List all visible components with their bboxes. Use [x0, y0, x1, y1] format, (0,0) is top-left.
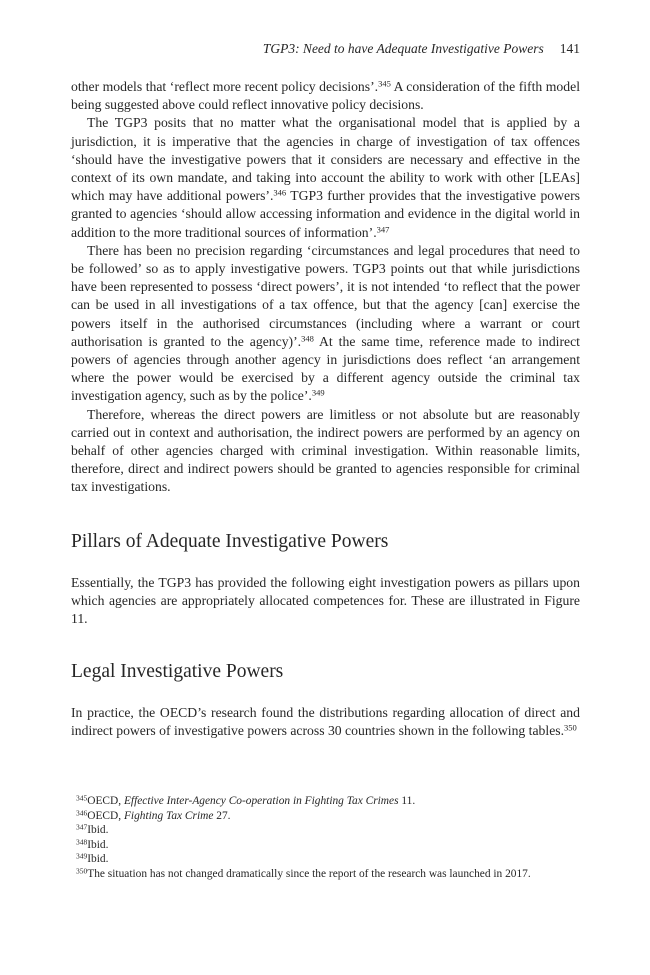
footnote-ref[interactable]: 348	[301, 333, 314, 344]
footnote-ref[interactable]: 345	[378, 78, 391, 89]
paragraph: There has been no precision regarding ‘circumstances and legal procedures that need to be followed’ so as to apply investigative powers. TGP3 points out that while jurisdictions have been represented to possess ‘direct powers’, it is not intended ‘to reflect that the power can be used in all investigations of a tax offence, but that the agency [can] exercise the powers itself in the authorised circumstances (including where a warrant or court authorisation is granted to the agency)’.$^{348}$ At the same time, reference made to indirect powers of agencies through another agency in jurisdictions does reflect ‘an arrangement where the power would be exercised by a different agency outside the criminal tax investigation agency, such as by the police’.$^{349}$	[71, 242, 580, 404]
running-title: TGP3: Need to have Adequate Investigative Powers	[262, 41, 544, 56]
footnote: $^{350}$The situation has not changed dramatically since the report of the research was launched in 2017.	[76, 866, 531, 880]
footnote-ref[interactable]: 347	[376, 223, 390, 234]
paragraph: Essentially, the TGP3 has provided the following eight investigation powers as pillars upon which agencies are appropriately allocated competences for. These are illustrated in Figure 11.	[71, 574, 580, 627]
paragraph: other models that ‘reflect more recent policy decisions’.$^{345}$ A consideration of the fifth model being suggested above could reflect innovative policy decisions.	[71, 78, 580, 113]
paragraph: Therefore, whereas the direct powers are limitless or not absolute but are reasonably carried out in context and authorisation, the indirect powers are performed by an agency on behalf of other agencies charged with criminal investigation. Within reasonable limits, therefore, direct and indirect powers should be granted to agencies responsible for criminal tax investigations.	[71, 406, 580, 495]
page-number: 141	[559, 41, 580, 56]
footnote: $^{347}$Ibid.	[76, 822, 109, 837]
section-heading: Legal Investigative Powers	[71, 661, 284, 683]
running-header	[263, 41, 580, 57]
footnote-ref[interactable]: 349	[311, 387, 325, 398]
footnote-ref[interactable]: 350	[564, 722, 577, 733]
footnote: $^{346}$OECD, Fighting Tax Crime 27.	[76, 808, 231, 822]
body-text	[71, 78, 580, 741]
paragraph: In practice, the OECD’s research found the distributions regarding allocation of direct and indirect powers of investigative powers across 30 countries shown in the following tables.$^{350}$	[71, 705, 580, 739]
section-heading: Pillars of Adequate Investigative Powers	[71, 530, 389, 552]
footnote: $^{348}$Ibid.	[76, 837, 109, 851]
footnote: $^{349}$Ibid.	[76, 852, 109, 866]
footnote-ref[interactable]: 346	[273, 187, 287, 198]
footnotes	[76, 794, 580, 882]
footnote: $^{345}$OECD, Effective Inter-Agency Co-operation in Fighting Tax Crimes 11.	[76, 793, 416, 807]
paragraph: The TGP3 posits that no matter what the organisational model that is applied by a jurisdiction, it is imperative that the agencies in charge of investigation of tax offences ‘should have the investigative powers that it considers are necessary and effective in the context of its own mandate, and taking into account the ability to work with other [LEAs] which may have additional powers’.$^{346}$ TGP3 further provides that the investigative powers granted to agencies ‘should allow accessing information and evidence in the digital world in addition to the more traditional sources of information’.$^{347}$	[71, 115, 580, 240]
